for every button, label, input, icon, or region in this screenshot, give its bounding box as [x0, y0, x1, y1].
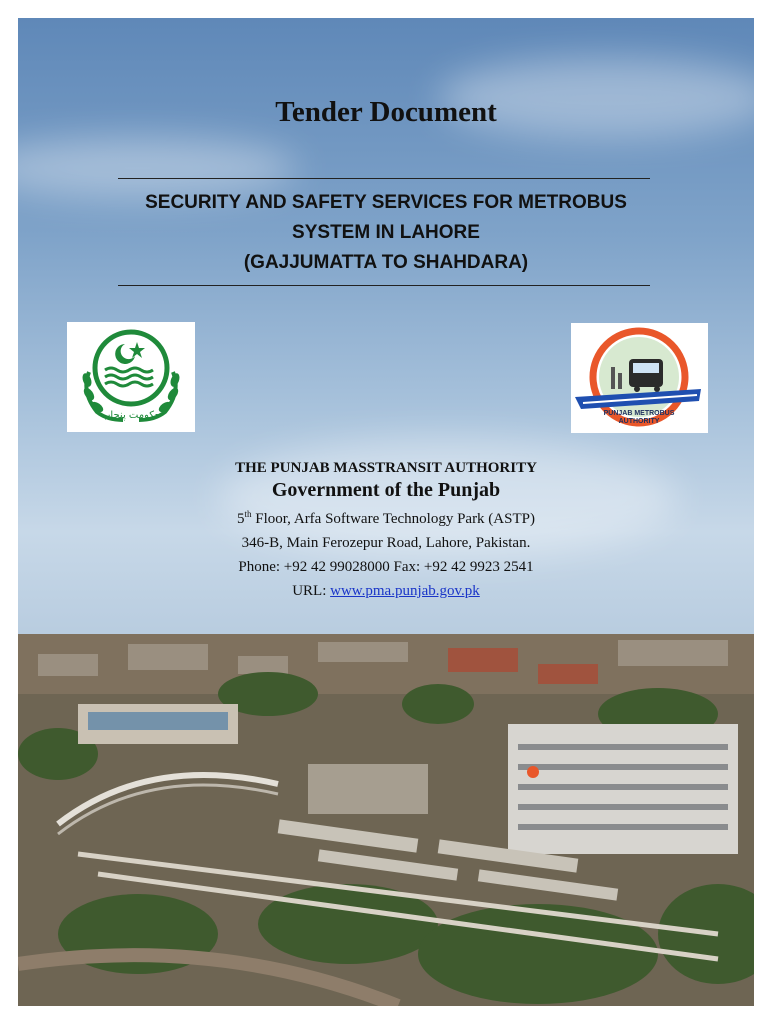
floor-number: 5 [237, 511, 245, 527]
document-title: Tender Document [275, 96, 497, 128]
subject-line-3: (GAJJUMATTA TO SHAHDARA) [243, 252, 529, 273]
metro-logo-text-line2: AUTHORITY [618, 418, 660, 425]
punjab-metrobus-authority-logo-icon [571, 323, 708, 433]
government-of-punjab-emblem-icon [67, 322, 195, 432]
url-label: URL: [292, 583, 331, 599]
authority-contact-block [18, 460, 754, 603]
address-line-1 [18, 502, 754, 531]
aerial-photo [18, 634, 754, 1006]
address-line-2: 346-B, Main Ferozepur Road, Lahore, Pakistan. [241, 535, 531, 551]
website-link[interactable]: www.pma.punjab.gov.pk [330, 583, 480, 599]
subject-line-2: SYSTEM IN LAHORE [292, 222, 480, 243]
url-line [18, 579, 754, 603]
top-divider [118, 178, 650, 179]
metrobus-authority-logo [571, 323, 708, 433]
aerial-photo-metrobus-station-icon [18, 634, 754, 1006]
tender-subject [78, 188, 694, 278]
document-page [18, 18, 754, 1006]
address-line-1-text: Floor, Arfa Software Technology Park (ASTP) [251, 511, 535, 527]
punjab-government-logo [67, 322, 195, 432]
government-name: Government of the Punjab [271, 479, 501, 501]
floor-suffix: th [244, 509, 252, 519]
emblem-urdu-text: حکومت پنجاب [101, 410, 161, 421]
metro-logo-text-line1: PUNJAB METROBUS [603, 410, 675, 417]
authority-name: THE PUNJAB MASSTRANSIT AUTHORITY [235, 460, 537, 476]
bottom-divider [118, 285, 650, 286]
phone-fax-line: Phone: +92 42 99028000 Fax: +92 42 9923 2541 [238, 559, 534, 575]
subject-line-1: SECURITY AND SAFETY SERVICES FOR METROBUS [145, 192, 627, 213]
